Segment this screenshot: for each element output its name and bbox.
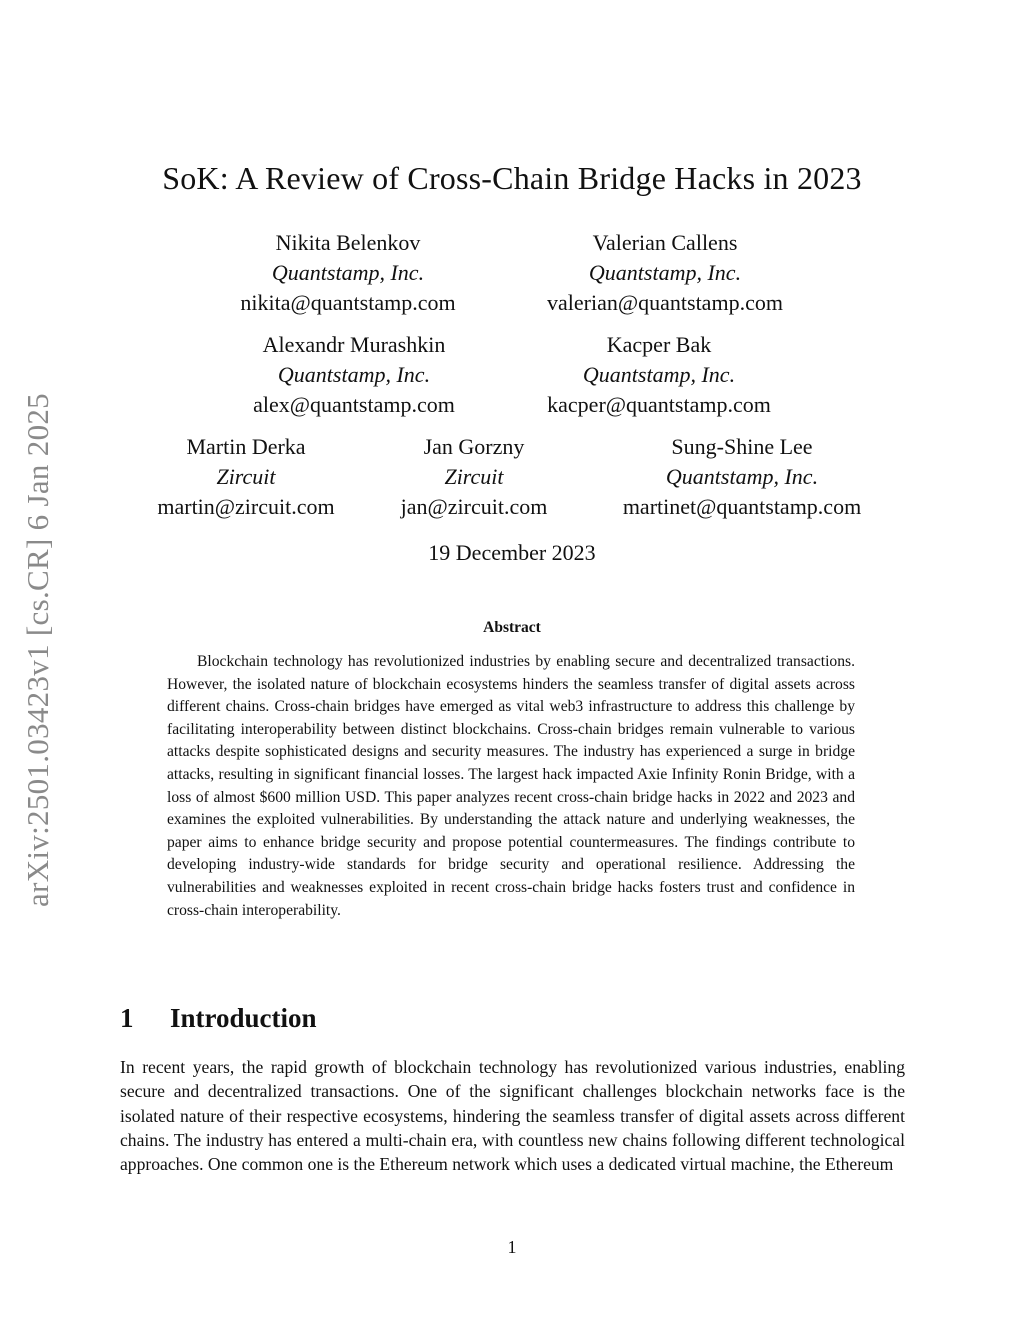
section-title: Introduction: [170, 1003, 317, 1033]
abstract-heading: Abstract: [483, 619, 541, 636]
author-affiliation: Quantstamp, Inc.: [271, 260, 425, 285]
author-email: jan@zircuit.com: [400, 494, 548, 519]
section-heading: [120, 1003, 317, 1034]
section-number: 1: [120, 1003, 134, 1033]
abstract-text: Blockchain technology has revolutionized industries by enabling secure and decentralized transactions. However, the isolated nature of blockchain ecosystems hinders the seamless transfer of digital assets across different chains. Cross-chain bridges have emerged as vital web3 infrastructure to address this challenge by facilitating interoperability between distinct blockchains. Cross-chain bridges remain vulnerable to various attacks despite sophisticated designs and security measures. The industry has experienced a surge in bridge attacks, resulting in significant financial losses. The largest hack impacted Axie Infinity Ronin Bridge, with a loss of almost $600 million USD. This paper analyzes recent cross-chain bridge hacks in 2022 and 2023 and examines the exploited vulnerabilities. By understanding the attack nature and underlying weaknesses, the paper aims to enhance bridge security and propose potential countermeasures. The findings contribute to developing industry-wide standards for bridge security and operational resilience. Addressing the vulnerabilities and weaknesses exploited in recent cross-chain bridge hacks fosters trust and confidence in cross-chain interoperability.: [167, 653, 855, 919]
author-affiliation: Quantstamp, Inc.: [665, 464, 819, 489]
author-name: Nikita Belenkov: [275, 230, 421, 255]
author-email: martinet@quantstamp.com: [622, 494, 862, 519]
author-name: Sung-Shine Lee: [671, 434, 813, 459]
author-name: Jan Gorzny: [423, 434, 525, 459]
author-block: [526, 228, 804, 318]
paper-title: SoK: A Review of Cross-Chain Bridge Hacks in 2023: [162, 160, 862, 196]
author-affiliation: Zircuit: [444, 464, 504, 489]
author-name: Kacper Bak: [606, 332, 712, 357]
author-affiliation: Zircuit: [216, 464, 276, 489]
author-affiliation: Quantstamp, Inc.: [277, 362, 431, 387]
author-block: [224, 228, 472, 318]
author-affiliation: Quantstamp, Inc.: [582, 362, 736, 387]
author-email: martin@zircuit.com: [157, 494, 335, 519]
author-name: Alexandr Murashkin: [262, 332, 446, 357]
author-block: [598, 432, 886, 522]
author-block: [385, 432, 563, 522]
author-name: Martin Derka: [186, 434, 306, 459]
author-affiliation: Quantstamp, Inc.: [588, 260, 742, 285]
page-number: 1: [507, 1237, 517, 1257]
author-block: [234, 330, 474, 420]
author-block: [140, 432, 352, 522]
arxiv-stamp: [20, 370, 56, 930]
author-email: valerian@quantstamp.com: [547, 290, 783, 315]
arxiv-identifier: arXiv:2501.03423v1 [cs.CR] 6 Jan 2025: [20, 393, 56, 907]
author-block: [526, 330, 792, 420]
author-email: kacper@quantstamp.com: [547, 392, 771, 417]
introduction-text: In recent years, the rapid growth of blockchain technology has revolutionized various industries, enabling secure and decentralized transactions. One of the significant challenges blockchain networks face is the isolated nature of their respective ecosystems, hindering the seamless transfer of digital assets across different chains. The industry has entered a multi-chain era, with countless new chains following different technological approaches. One common one is the Ethereum network which uses a dedicated virtual machine, the Ethereum: [120, 1057, 905, 1175]
author-email: nikita@quantstamp.com: [240, 290, 456, 315]
author-name: Valerian Callens: [592, 230, 738, 255]
author-email: alex@quantstamp.com: [253, 392, 455, 417]
paper-date: 19 December 2023: [428, 540, 596, 565]
